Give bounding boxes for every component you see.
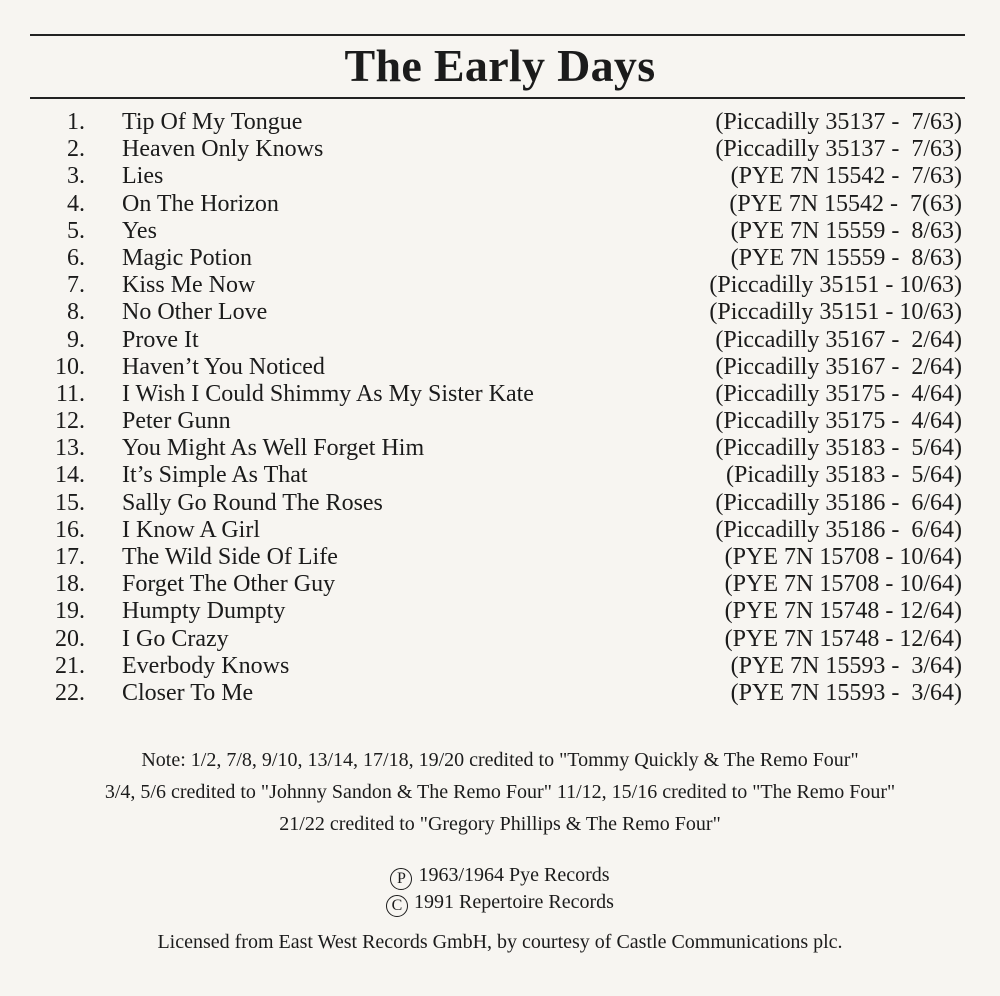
track-catalog: (PYE 7N 15748 - 12/64) <box>724 625 962 652</box>
phonogram-line <box>0 862 1000 889</box>
track-number: 22. <box>55 679 85 706</box>
track-catalog: (PYE 7N 15559 - 8/63) <box>730 217 962 244</box>
track-title: I Wish I Could Shimmy As My Sister Kate <box>122 380 534 407</box>
track-row <box>0 490 1000 517</box>
track-catalog: (PYE 7N 15593 - 3/64) <box>730 679 962 706</box>
track-catalog: (PYE 7N 15559 - 8/63) <box>730 244 962 271</box>
track-number: 19. <box>55 598 85 625</box>
track-title: Heaven Only Knows <box>122 136 324 163</box>
track-row <box>0 571 1000 598</box>
track-title: I Go Crazy <box>122 625 229 652</box>
track-row <box>0 354 1000 381</box>
track-title: Magic Potion <box>122 244 252 271</box>
legal-block <box>0 862 1000 916</box>
track-title: Sally Go Round The Roses <box>122 489 383 516</box>
bottom-rule <box>30 97 965 99</box>
track-number: 7. <box>67 272 85 299</box>
track-catalog: (Piccadilly 35167 - 2/64) <box>715 353 962 380</box>
track-number: 15. <box>55 489 85 516</box>
track-row <box>0 109 1000 136</box>
track-number: 3. <box>67 163 85 190</box>
track-title: Kiss Me Now <box>122 272 256 299</box>
track-row <box>0 408 1000 435</box>
track-row <box>0 327 1000 354</box>
track-number: 16. <box>55 516 85 543</box>
track-number: 13. <box>55 435 85 462</box>
track-row <box>0 136 1000 163</box>
track-title: Everbody Knows <box>122 652 290 679</box>
track-catalog: (PYE 7N 15708 - 10/64) <box>724 544 962 570</box>
track-catalog: (Piccadilly 35175 - 4/64) <box>715 380 962 407</box>
track-title: Humpty Dumpty <box>122 598 286 625</box>
track-title: Closer To Me <box>122 679 254 706</box>
track-number: 2. <box>67 136 85 163</box>
track-number: 8. <box>67 299 85 326</box>
track-number: 12. <box>55 408 85 435</box>
track-title: I Know A Girl <box>122 516 260 543</box>
track-row <box>0 435 1000 462</box>
track-title: On The Horizon <box>122 190 279 217</box>
copyright-icon: C <box>386 895 408 917</box>
track-catalog: (Piccadilly 35186 - 6/64) <box>715 516 962 543</box>
track-catalog: (PYE 7N 15542 - 7(63) <box>729 190 962 217</box>
track-row <box>0 163 1000 190</box>
track-title: No Other Love <box>122 299 268 326</box>
track-row <box>0 272 1000 299</box>
phonogram-icon: P <box>390 868 412 890</box>
track-row <box>0 598 1000 625</box>
track-title: Yes <box>122 217 157 244</box>
track-row <box>0 191 1000 218</box>
track-catalog: (Piccadilly 35183 - 5/64) <box>715 435 962 462</box>
track-catalog: (PYE 7N 15748 - 12/64) <box>724 598 962 625</box>
phonogram-text: 1963/1964 Pye Records <box>418 864 610 886</box>
copyright-text: 1991 Repertoire Records <box>414 891 614 913</box>
copyright-line <box>0 889 1000 916</box>
track-number: 18. <box>55 571 85 598</box>
track-title: Prove It <box>122 326 199 353</box>
track-catalog: (PYE 7N 15593 - 3/64) <box>730 652 962 679</box>
track-row <box>0 218 1000 245</box>
track-title: Haven’t You Noticed <box>122 353 325 380</box>
track-catalog: (Piccadilly 35137 - 7/63) <box>715 136 962 163</box>
track-catalog: (Piccadilly 35137 - 7/63) <box>715 109 962 135</box>
track-title: Tip Of My Tongue <box>122 109 303 135</box>
track-row <box>0 653 1000 680</box>
page-title: The Early Days <box>344 40 656 91</box>
track-catalog: (Picadilly 35183 - 5/64) <box>726 462 962 489</box>
track-title: It’s Simple As That <box>122 462 308 489</box>
track-row <box>0 517 1000 544</box>
track-catalog: (PYE 7N 15542 - 7/63) <box>730 163 962 190</box>
track-catalog: (Piccadilly 35175 - 4/64) <box>715 408 962 435</box>
track-number: 6. <box>67 244 85 271</box>
track-number: 5. <box>67 217 85 244</box>
credits-note <box>0 744 1000 840</box>
track-number: 21. <box>55 652 85 679</box>
track-number: 14. <box>55 462 85 489</box>
license-text: Licensed from East West Records GmbH, by courtesy of Castle Communications plc. <box>157 931 843 953</box>
track-catalog: (PYE 7N 15708 - 10/64) <box>724 571 962 598</box>
track-row <box>0 626 1000 653</box>
track-number: 1. <box>67 109 85 135</box>
track-title: You Might As Well Forget Him <box>122 435 425 462</box>
track-number: 17. <box>55 544 85 570</box>
track-title: The Wild Side Of Life <box>122 544 338 570</box>
track-row <box>0 680 1000 707</box>
track-row <box>0 462 1000 489</box>
track-number: 20. <box>55 625 85 652</box>
note-line: 3/4, 5/6 credited to "Johnny Sandon & The Remo Four" 11/12, 15/16 credited to "The Remo Four" <box>104 781 896 803</box>
note-line: Note: 1/2, 7/8, 9/10, 13/14, 17/18, 19/20 credited to "Tommy Quickly & The Remo Four" <box>141 749 859 771</box>
track-number: 11. <box>55 380 85 407</box>
track-title: Peter Gunn <box>122 408 231 435</box>
track-catalog: (Piccadilly 35151 - 10/63) <box>709 272 962 299</box>
track-row <box>0 544 1000 571</box>
track-catalog: (Piccadilly 35167 - 2/64) <box>715 326 962 353</box>
track-number: 9. <box>67 326 85 353</box>
track-number: 10. <box>55 353 85 380</box>
track-catalog: (Piccadilly 35186 - 6/64) <box>715 489 962 516</box>
track-number: 4. <box>67 190 85 217</box>
track-title: Forget The Other Guy <box>122 571 336 598</box>
track-list <box>0 109 1000 707</box>
track-row <box>0 299 1000 326</box>
track-title: Lies <box>122 163 164 190</box>
note-line: 21/22 credited to "Gregory Phillips & The Remo Four" <box>279 813 721 835</box>
track-row <box>0 245 1000 272</box>
track-row <box>0 381 1000 408</box>
track-catalog: (Piccadilly 35151 - 10/63) <box>709 299 962 326</box>
